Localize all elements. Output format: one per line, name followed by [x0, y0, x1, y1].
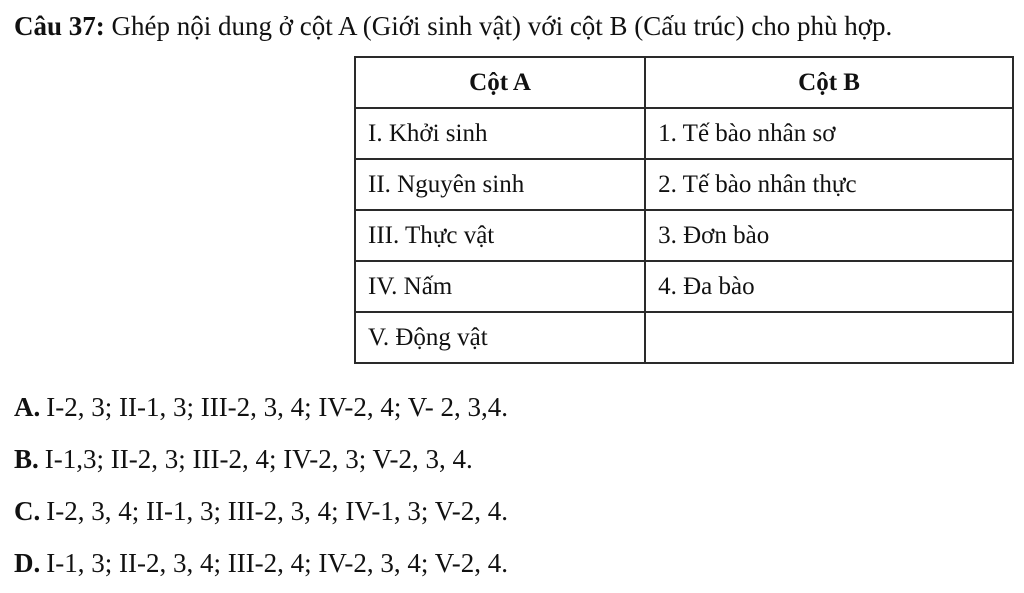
column-a-cell: II. Nguyên sinh [355, 159, 645, 210]
option-letter: D. [14, 548, 41, 578]
table-row [355, 261, 1013, 312]
column-b-cell: 3. Đơn bào [645, 210, 1013, 261]
table-row [355, 210, 1013, 261]
option-c[interactable] [14, 488, 508, 540]
question-text: Ghép nội dung ở cột A (Giới sinh vật) với cột B (Cấu trúc) cho phù hợp. [111, 11, 893, 41]
option-d[interactable] [14, 540, 508, 592]
table-row [355, 159, 1013, 210]
column-a-cell: V. Động vật [355, 312, 645, 363]
matching-table [354, 56, 1014, 364]
option-text: I-2, 3; II-1, 3; III-2, 3, 4; IV-2, 4; V- 2, 3,4. [46, 392, 508, 422]
option-a[interactable] [14, 384, 508, 436]
column-b-cell: 2. Tế bào nhân thực [645, 159, 1013, 210]
option-b[interactable] [14, 436, 508, 488]
column-a-header: Cột A [355, 57, 645, 108]
option-letter: B. [14, 444, 39, 474]
column-a-cell: IV. Nấm [355, 261, 645, 312]
table-row [355, 108, 1013, 159]
option-text: I-1, 3; II-2, 3, 4; III-2, 4; IV-2, 3, 4; V-2, 4. [46, 548, 508, 578]
question-number: Câu 37: [14, 11, 105, 41]
column-a-cell: I. Khởi sinh [355, 108, 645, 159]
option-text: I-1,3; II-2, 3; III-2, 4; IV-2, 3; V-2, 3, 4. [44, 444, 473, 474]
answer-options [14, 384, 508, 592]
column-a-cell: III. Thực vật [355, 210, 645, 261]
table-header-row [355, 57, 1013, 108]
table-row [355, 312, 1013, 363]
option-letter: A. [14, 392, 41, 422]
question-stem [14, 8, 892, 44]
column-b-cell [645, 312, 1013, 363]
column-b-cell: 4. Đa bào [645, 261, 1013, 312]
option-text: I-2, 3, 4; II-1, 3; III-2, 3, 4; IV-1, 3; V-2, 4. [46, 496, 508, 526]
option-letter: C. [14, 496, 41, 526]
column-b-cell: 1. Tế bào nhân sơ [645, 108, 1013, 159]
column-b-header: Cột B [645, 57, 1013, 108]
